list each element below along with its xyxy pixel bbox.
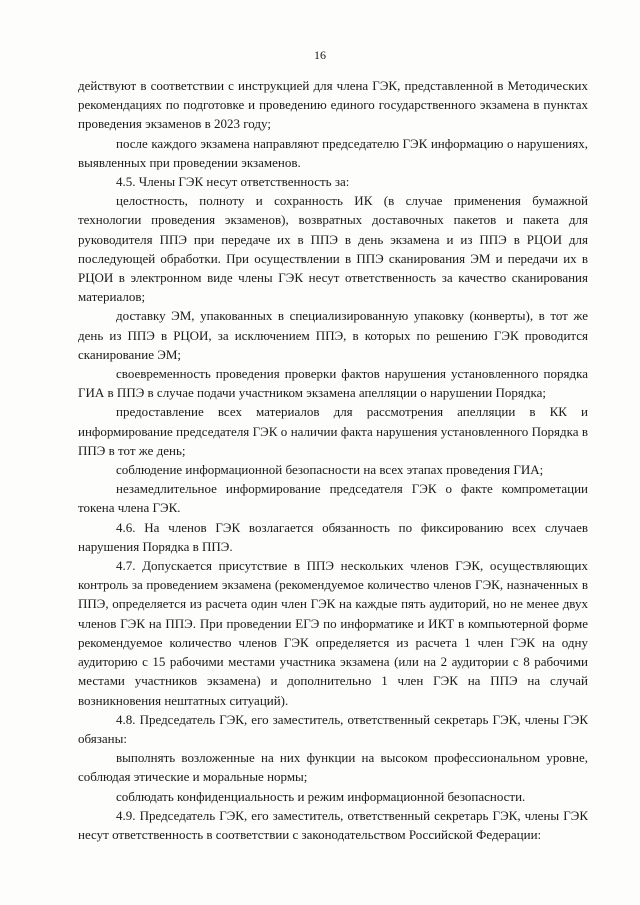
paragraph: доставку ЭМ, упакованных в специализированную упаковку (конверты), в тот же день из ППЭ в РЦОИ, за исключением ППЭ, в которых по решению ГЭК проводится сканирование ЭМ; [78, 308, 588, 362]
section-4-7: 4.7. Допускается присутствие в ППЭ нескольких членов ГЭК, осуществляющих контроль за проведением экзамена (рекомендуемое количество членов ГЭК, назначенных в ППЭ, определяется из расчета один член ГЭК на каждые пять аудиторий, но не менее двух членов ГЭК на ППЭ. При проведении ЕГЭ по информатике и ИКТ в компьютерной форме рекомендуемое количество членов ГЭК определяется из расчета 1 член ГЭК на одну аудиторию с 15 рабочими местами участника экзамена (или на 2 аудитории с 8 рабочими местами участников экзамена) и дополнительно 1 член ГЭК на ППЭ на случай возникновения нештатных ситуаций). [78, 558, 588, 708]
paragraph: соблюдать конфиденциальность и режим информационной безопасности. [116, 788, 526, 804]
paragraph: целостность, полноту и сохранность ИК (в случае применения бумажной технологии проведения экзаменов), возвратных доставочных пакетов и пакета для руководителя ППЭ при передаче их в ППЭ в день экзамена и из ППЭ в РЦОИ для последующей обработки. При осуществлении в ППЭ сканирования ЭМ и передачи их в РЦОИ в электронном виде члены ГЭК несут ответственность за качество сканирования материалов; [78, 193, 588, 305]
paragraph: выполнять возложенные на них функции на высоком профессиональном уровне, соблюдая этические и моральные нормы; [78, 750, 588, 785]
page-number: 16 [314, 48, 326, 62]
paragraph: своевременность проведения проверки фактов нарушения установленного порядка ГИА в ППЭ в случае подачи участником экзамена апелляции о нарушении Порядка; [78, 366, 588, 401]
section-4-9: 4.9. Председатель ГЭК, его заместитель, ответственный секретарь ГЭК, члены ГЭК несут ответственность в соответствии с законодательством Российской Федерации: [78, 807, 588, 842]
paragraph: незамедлительное информирование председателя ГЭК о факте компрометации токена члена ГЭК. [78, 481, 588, 516]
paragraph: действуют в соответствии с инструкцией для члена ГЭК, представленной в Методических рекомендациях по подготовке и проведению единого государственного экзамена в пунктах проведения экзаменов в 2023 году; [78, 78, 588, 132]
section-heading-4-5: 4.5. Члены ГЭК несут ответственность за: [116, 174, 350, 190]
paragraph: соблюдение информационной безопасности на всех этапах проведения ГИА; [116, 462, 544, 478]
document-body [78, 76, 588, 844]
paragraph: предоставление всех материалов для рассмотрения апелляции в КК и информирование председателя ГЭК о наличии факта нарушения установленного Порядка в ППЭ в тот же день; [78, 404, 588, 458]
paragraph: после каждого экзамена направляют председателю ГЭК информацию о нарушениях, выявленных при проведении экзаменов. [78, 135, 588, 170]
section-4-6: 4.6. На членов ГЭК возлагается обязанность по фиксированию всех случаев нарушения Порядка в ППЭ. [78, 519, 588, 554]
section-4-8: 4.8. Председатель ГЭК, его заместитель, ответственный секретарь ГЭК, члены ГЭК обязаны: [78, 711, 588, 746]
